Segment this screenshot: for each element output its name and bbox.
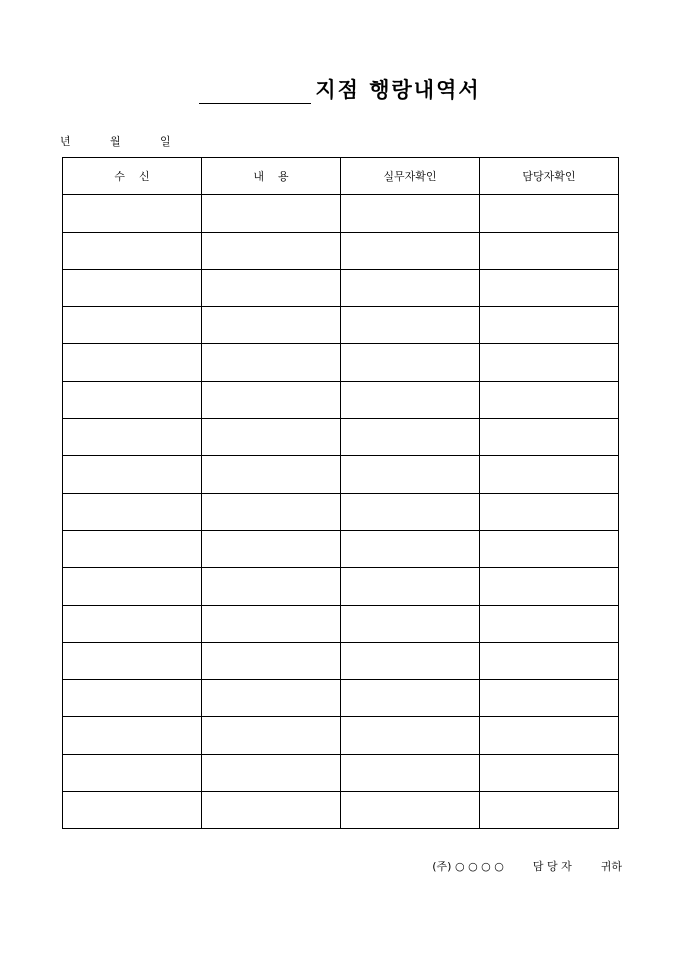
table-row [63, 642, 619, 679]
table-cell[interactable] [480, 456, 619, 493]
table-cell[interactable] [63, 642, 202, 679]
table-cell[interactable] [480, 269, 619, 306]
table-cell[interactable] [341, 754, 480, 791]
table-row [63, 680, 619, 717]
table-cell[interactable] [341, 381, 480, 418]
table-row [63, 456, 619, 493]
table-cell[interactable] [63, 195, 202, 232]
company-name: (주) ○ ○ ○ ○ [432, 860, 504, 873]
table-cell[interactable] [202, 680, 341, 717]
header-manager-check: 담당자확인 [480, 158, 619, 195]
table-cell[interactable] [202, 642, 341, 679]
document-title [0, 74, 680, 104]
table-body [63, 195, 619, 829]
table-cell[interactable] [202, 269, 341, 306]
table-cell[interactable] [202, 754, 341, 791]
table-cell[interactable] [202, 344, 341, 381]
branch-name-blank[interactable] [199, 79, 311, 104]
table-cell[interactable] [341, 792, 480, 829]
table-row [63, 269, 619, 306]
table-cell[interactable] [480, 419, 619, 456]
table-cell[interactable] [202, 195, 341, 232]
table-row [63, 419, 619, 456]
table-cell[interactable] [63, 381, 202, 418]
table-cell[interactable] [341, 568, 480, 605]
table-cell[interactable] [341, 195, 480, 232]
table-cell[interactable] [341, 307, 480, 344]
table-row [63, 493, 619, 530]
table-cell[interactable] [63, 792, 202, 829]
table-cell[interactable] [63, 605, 202, 642]
table-cell[interactable] [202, 419, 341, 456]
header-content: 내 용 [202, 158, 341, 195]
table-row [63, 605, 619, 642]
table-cell[interactable] [341, 530, 480, 567]
month-label: 월 [110, 135, 121, 148]
table-cell[interactable] [202, 717, 341, 754]
table-cell[interactable] [341, 642, 480, 679]
table-row [63, 530, 619, 567]
table-cell[interactable] [63, 568, 202, 605]
day-label: 일 [160, 135, 171, 148]
table-cell[interactable] [341, 344, 480, 381]
table-cell[interactable] [480, 232, 619, 269]
table-cell[interactable] [202, 568, 341, 605]
table-cell[interactable] [480, 307, 619, 344]
table-cell[interactable] [480, 381, 619, 418]
table-cell[interactable] [63, 493, 202, 530]
table-cell[interactable] [63, 680, 202, 717]
table-row [63, 792, 619, 829]
table-row [63, 232, 619, 269]
header-recipient: 수 신 [63, 158, 202, 195]
table-cell[interactable] [202, 307, 341, 344]
recipient-title: 담 당 자 [532, 860, 572, 873]
table-row [63, 568, 619, 605]
table-cell[interactable] [341, 419, 480, 456]
table-cell[interactable] [480, 717, 619, 754]
table-cell[interactable] [341, 493, 480, 530]
footer-recipient-line [432, 858, 622, 874]
table-row [63, 307, 619, 344]
delivery-log-table [62, 157, 619, 829]
table-cell[interactable] [341, 456, 480, 493]
table-cell[interactable] [202, 232, 341, 269]
table-cell[interactable] [202, 605, 341, 642]
table-header-row [63, 158, 619, 195]
table-cell[interactable] [341, 717, 480, 754]
table-row [63, 195, 619, 232]
table-cell[interactable] [63, 307, 202, 344]
table-cell[interactable] [341, 269, 480, 306]
table-cell[interactable] [480, 493, 619, 530]
table-row [63, 717, 619, 754]
table-cell[interactable] [63, 269, 202, 306]
table-cell[interactable] [480, 680, 619, 717]
table-cell[interactable] [63, 717, 202, 754]
year-label: 년 [60, 135, 71, 148]
table-cell[interactable] [63, 456, 202, 493]
table-cell[interactable] [341, 232, 480, 269]
table-cell[interactable] [202, 792, 341, 829]
table-cell[interactable] [202, 456, 341, 493]
table-cell[interactable] [63, 754, 202, 791]
table-cell[interactable] [202, 493, 341, 530]
document-title-text: 지점 행랑내역서 [315, 77, 481, 102]
table-cell[interactable] [480, 568, 619, 605]
table-cell[interactable] [202, 381, 341, 418]
table-cell[interactable] [63, 344, 202, 381]
table-cell[interactable] [480, 642, 619, 679]
table-cell[interactable] [63, 419, 202, 456]
table-row [63, 344, 619, 381]
table-cell[interactable] [63, 232, 202, 269]
table-cell[interactable] [480, 195, 619, 232]
header-staff-check: 실무자확인 [341, 158, 480, 195]
table-cell[interactable] [341, 605, 480, 642]
table-cell[interactable] [341, 680, 480, 717]
table-cell[interactable] [480, 530, 619, 567]
table-row [63, 381, 619, 418]
table-cell[interactable] [480, 605, 619, 642]
table-cell[interactable] [63, 530, 202, 567]
table-cell[interactable] [480, 792, 619, 829]
table-cell[interactable] [202, 530, 341, 567]
table-cell[interactable] [480, 344, 619, 381]
table-row [63, 754, 619, 791]
honorific: 귀하 [600, 860, 622, 873]
table-cell[interactable] [480, 754, 619, 791]
